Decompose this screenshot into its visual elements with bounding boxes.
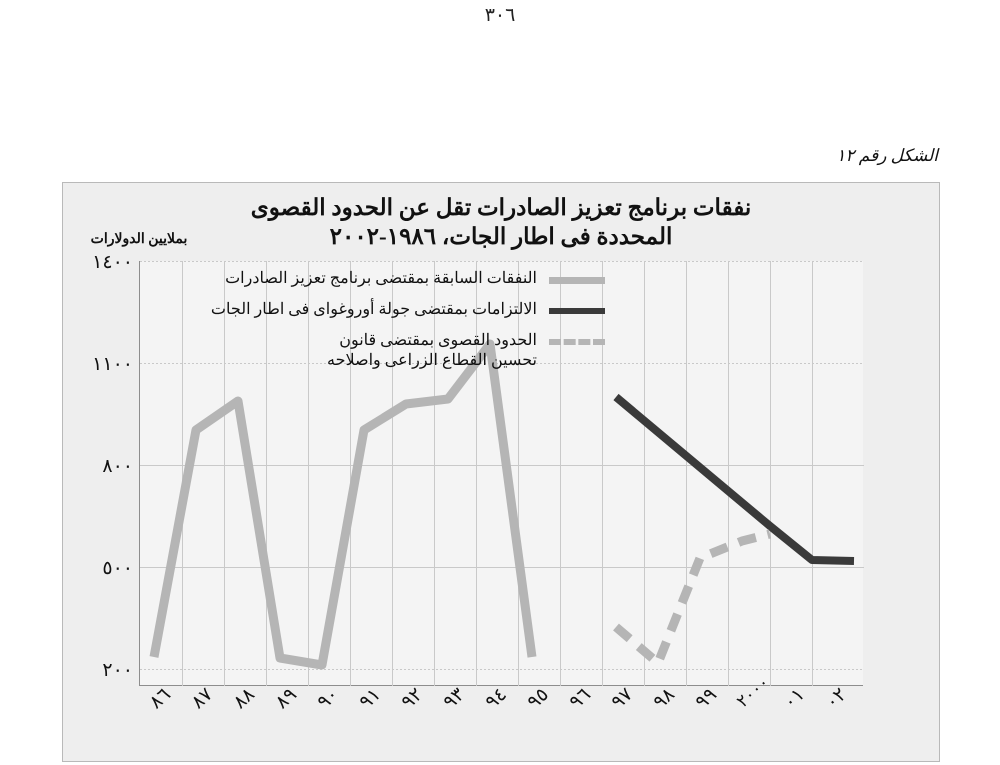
series-uruguay-commitments [616,397,854,561]
legend-label-maximum-limits-line2: تحسين القطاع الزراعى واصلاحه [327,352,537,369]
figure-caption: الشكل رقم ١٢ [836,146,938,165]
legend-swatch-solid-light-icon [549,269,605,291]
y-tick-1400: ١٤٠٠ [92,252,133,273]
figure-panel [62,182,940,762]
x-tick-86: ٨٦ [145,684,175,714]
x-tick-87: ٨٧ [187,684,217,714]
legend-label-uruguay-commitments [211,300,537,320]
x-tick-94: ٩٤ [481,684,511,714]
legend-item-maximum-limits [175,331,605,371]
x-tick-99: ٩٩ [691,684,721,714]
chart-title-line2: المحددة فى اطار الجات، ١٩٨٦-٢٠٠٢ [329,224,673,250]
x-tick-92: ٩٢ [397,684,427,714]
x-tick-91: ٩١ [355,684,385,714]
legend-swatch-solid-dark-icon [549,300,605,322]
legend-label-past-expenditures-line1: النفقات السابقة بمقتضى برنامج تعزيز الصادرات [225,270,537,287]
x-tick-89: ٨٩ [271,684,301,714]
x-tick-95: ٩٥ [523,684,553,714]
legend-label-uruguay-commitments-line1: الالتزامات بمقتضى جولة أوروغواى فى اطار الجات [210,301,537,318]
legend-item-past-expenditures [175,269,605,291]
legend-swatch-dashed-light-icon [549,331,605,353]
x-tick-02: ٠٢ [821,684,851,714]
legend-label-maximum-limits-line1: الحدود القصوى بمقتضى قانون [339,332,537,349]
y-tick-1100: ١١٠٠ [92,354,133,375]
series-maximum-limits [616,534,770,663]
x-tick-88: ٨٨ [229,684,259,714]
series-past-expenditures [154,344,532,665]
legend-item-uruguay-commitments [175,300,605,322]
x-tick-2000: ٢٠٠٠ [733,672,773,712]
legend-label-maximum-limits [327,331,537,371]
x-tick-96: ٩٦ [565,684,595,714]
chart-legend [175,269,605,380]
y-tick-200: ٢٠٠ [102,660,133,681]
x-tick-01: ٠١ [779,684,809,714]
x-tick-90: ٩٠ [313,684,343,714]
y-axis-unit-label: بملايين الدولارات [90,232,188,247]
y-tick-800: ٨٠٠ [102,456,133,477]
y-tick-500: ٥٠٠ [102,558,133,579]
x-tick-98: ٩٨ [649,684,679,714]
x-tick-93: ٩٣ [439,684,469,714]
x-tick-97: ٩٧ [607,684,637,714]
legend-label-past-expenditures [225,269,537,289]
page-number: ٣٠٦ [484,5,516,26]
chart-title-line1: نفقات برنامج تعزيز الصادرات تقل عن الحدود القصوى [250,195,752,220]
